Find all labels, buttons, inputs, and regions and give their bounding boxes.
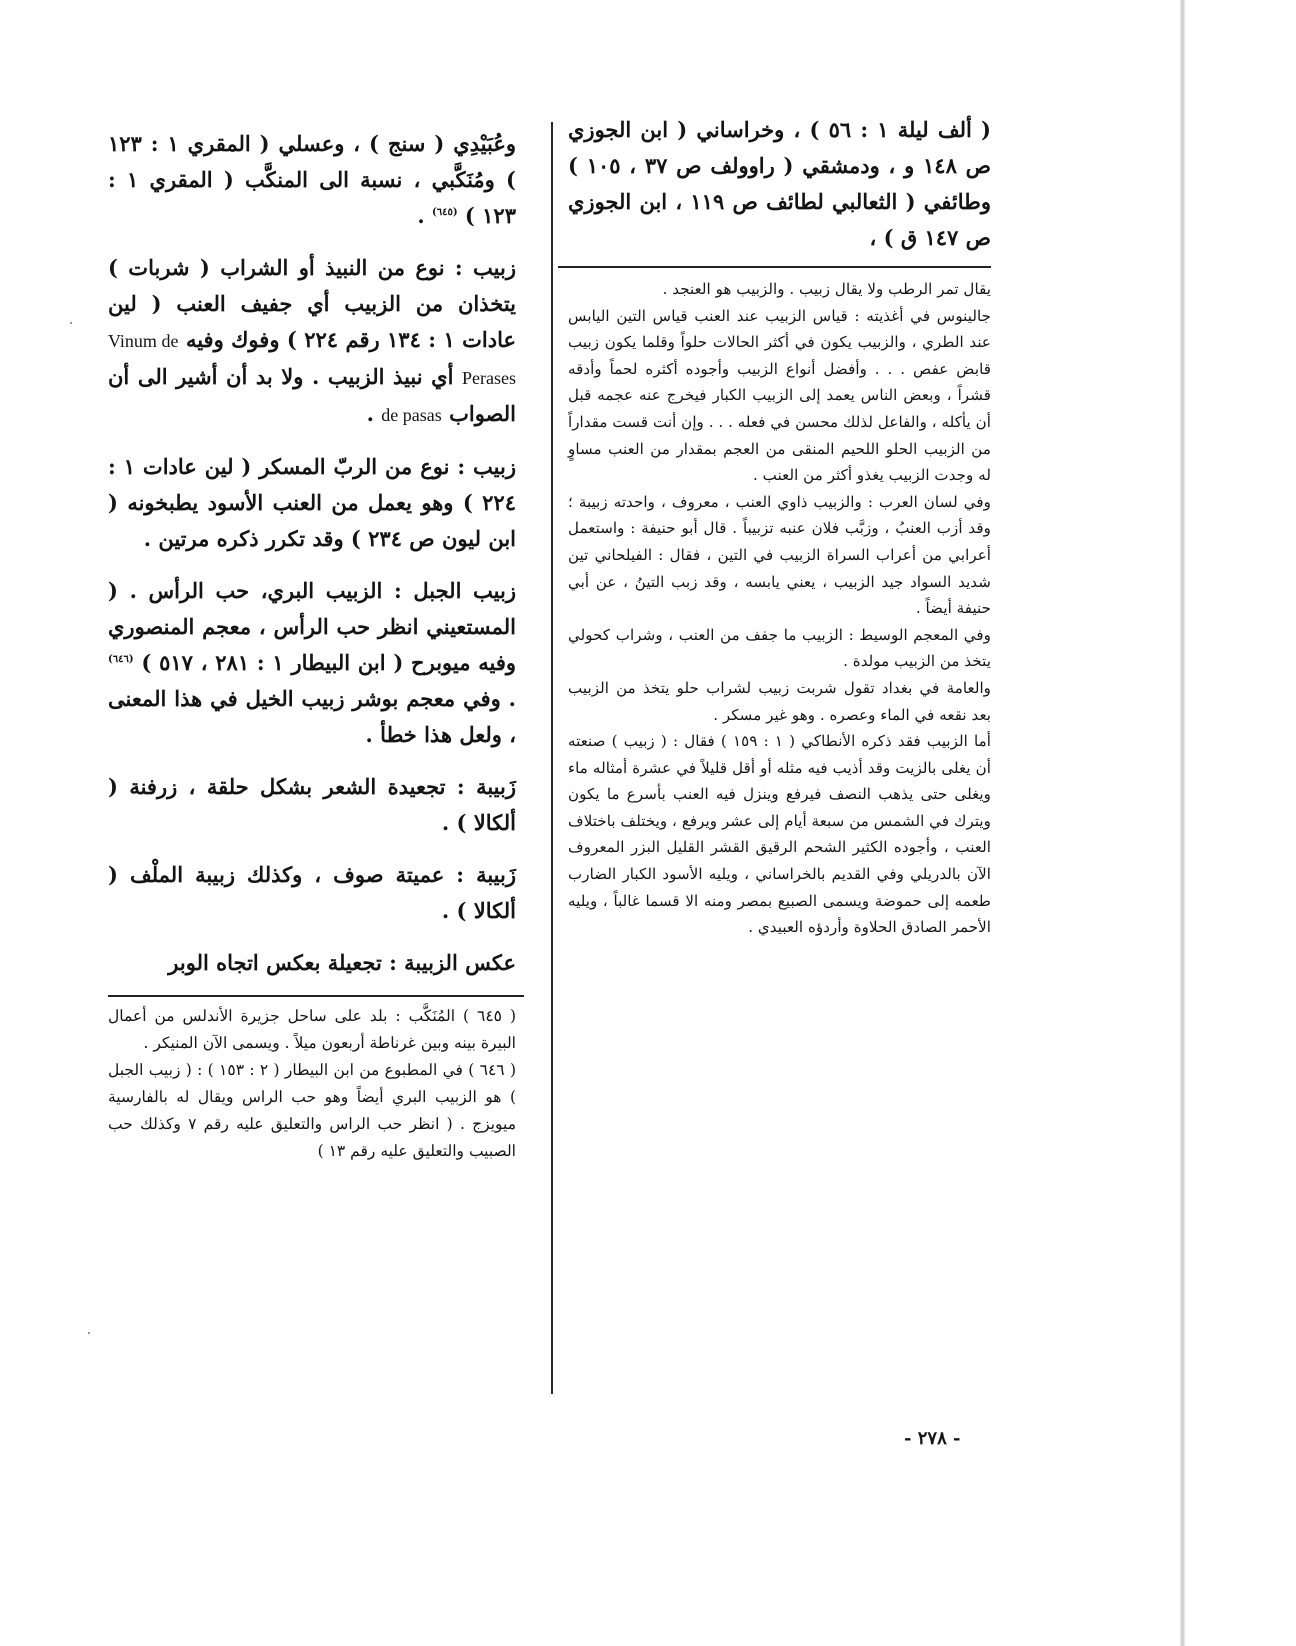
footnote-ref: (٦٤٥) (432, 207, 458, 218)
note-paragraph: وفي لسان العرب : والزبيب ذاوي العنب ، معروف ، واحدته زبيبة ؛ وقد أزب العنبُ ، وزبَّب فلان عنبه تزبيباً . قال أبو حنيفة : واستعمل أعرابي من أعراب السراة الزبيب في التين ، فقال : الفيلحاني تين شديد السواد جيد الزبيب ، يعني يابسه ، وقد زبب التينُ ، عن أبي حنيفة أيضاً . (568, 492, 991, 618)
note-paragraph: والعامة في بغداد تقول شربت زبيب لشراب حلو يتخذ من الزبيب بعد نقعه في الماء وعصره . وهو غير مسكر . (568, 678, 991, 724)
note-paragraph: يقال تمر الرطب ولا يقال زبيب . والزبيب هو العنجد . (662, 280, 991, 298)
entry-text-end: . (366, 401, 382, 426)
dictionary-entry (108, 126, 516, 234)
footnote-rule (108, 995, 524, 997)
footnote: ( ٦٤٦ ) في المطبوع من ابن البيطار ( ٢ : ١٥٣ ) : ( زبيب الجبل ) هو الزبيب البري أيضاً وهو حب الراس ويقال له بالفارسية ميويزج . ( انظر حب الراس والتعليق عليه رقم ٧ وكذلك حب الصبيب والتعليق عليه رقم ١٣ ) (108, 1061, 516, 1160)
scan-speck (88, 1332, 90, 1334)
section-rule (558, 266, 991, 268)
continuation-paragraph: ( ألف ليلة ١ : ٥٦ ) ، وخراساني ( ابن الجوزي ص ١٤٨ و ، ودمشقي ( راوولف ص ٣٧ ، ١٠٥ ) وطائفي ( الثعالبي لطائف ص ١١٩ ، ابن الجوزي ص ١٤٧ ق ) ، (568, 117, 992, 250)
entry-text: أي نبيذ الزبيب . ولا بد أن أشير الى أن الصواب (108, 364, 516, 426)
page-binding-edge (1180, 0, 1185, 1646)
entry-text: زبيب : نوع من النبيذ أو الشراب ( شربات ) يتخذان من الزبيب أي جفيف العنب ( لين عادات ١ : ١٣٤ رقم ٢٢٤ ) وفوك وفيه (108, 255, 517, 352)
dictionary-entry: عكس الزبيبة : تجعيلة بعكس اتجاه الوبر (168, 950, 516, 975)
left-column (108, 126, 516, 1165)
note-paragraph: وفي المعجم الوسيط : الزبيب ما جفف من العنب ، وشراب كحولي يتخذ من الزبيب مولدة . (568, 625, 991, 671)
entry-text: . وفي معجم بوشر زبيب الخيل في هذا المعنى ، ولعل هذا خطأ . (108, 686, 516, 747)
dictionary-entry: زَبيبة : عميتة صوف ، وكذلك زبيبة الملْف ( ألكالا ) . (108, 862, 516, 923)
latin-term: Vinum de Perases (108, 331, 517, 388)
entry-text: زبيب الجبل : الزبيب البري، حب الرأس . ( المستعيني انظر حب الرأس ، معجم المنصوري وفيه ميوبرح ( ابن البيطار ١ : ٢٨١ ، ٥١٧ ) (108, 578, 517, 675)
dictionary-entry: زَبيبة : تجعيدة الشعر بشكل حلقة ، زرفنة ( ألكالا ) . (108, 774, 516, 835)
dictionary-entry (108, 250, 516, 433)
scan-speck (70, 322, 72, 324)
page-number: - ٢٧٨ - (904, 1428, 961, 1449)
footnote-ref: (٦٤٦) (108, 654, 134, 665)
dictionary-entry (108, 573, 516, 753)
note-paragraph: جالينوس في أغذيته : قياس الزبيب عند العنب قياس التين اليابس عند الطري ، والزبيب يكون في أكثر الحالات حلواً وقلما يكون زبيب قابض عفص . . . وأفضل أنواع الزبيب وأجوده أكثره لحماً وأدقه قشراً ، وبعض الناس يعمد إلى الزبيب الكبار فيخرج عنه عجمه قبل أن يأكله ، والفاعل لذلك محسن في فعله . . . وإن أنت قست مقداراً من الزبيب الحلو اللحيم المنقى من العجم بمقدار من العنب مساوٍ له وجدت الزبيب يغذو أكثر من العنب . (568, 306, 991, 485)
column-divider (551, 122, 553, 1394)
right-column (568, 112, 991, 941)
notes-block (568, 276, 991, 941)
entry-text: وعُبَيْدِي ( سنج ) ، وعسلي ( المقري ١ : ١٢٣ ) ومُنَكَّبي ، نسبة الى المنكَّب ( المقري ١ : ١٢٣ ) (108, 131, 516, 228)
footnotes-block (108, 1003, 516, 1165)
footnote: ( ٦٤٥ ) المُنَكَّب : بلد على ساحل جزيرة الأندلس من أعمال البيرة بينه وبين غرناطة أربعون ميلاً . ويسمى الآن المنيكر . (108, 1007, 516, 1052)
latin-term: de pasas (381, 405, 442, 425)
dictionary-entry: زبيب : نوع من الربّ المسكر ( لين عادات ١ : ٢٢٤ ) وهو يعمل من العنب الأسود يطبخونه ( ابن ليون ص ٢٣٤ ) وقد تكرر ذكره مرتين . (108, 454, 516, 551)
entry-text-end: . (417, 203, 432, 228)
note-paragraph: أما الزبيب فقد ذكره الأنطاكي ( ١ : ١٥٩ ) فقال : ( زبيب ) صنعته أن يغلى بالزيت وقد أذيب فيه مثله أو أقل قليلاً في عشرة أمثاله ماء ويغلى حتى يذهب النصف فيرفع وينزل فيه العنب بأسرع ما يكون ويترك في الشمس من سبعة أيام إلى عشر ويرفع ، ويختلف باختلاف العنب ، وأجوده الكثير الشحم الرقيق القشر القليل البزر المعروف الآن بالدريلي وفي القديم بالخراساني ، ويليه الأسود الكبار الضارب طعمه إلى حموضة ويسمى الصبيع بمصر ومنه الا قسما غالباً ، ويليه الأحمر الصادق الحلاوة وأردؤه العبيدي . (568, 732, 991, 937)
